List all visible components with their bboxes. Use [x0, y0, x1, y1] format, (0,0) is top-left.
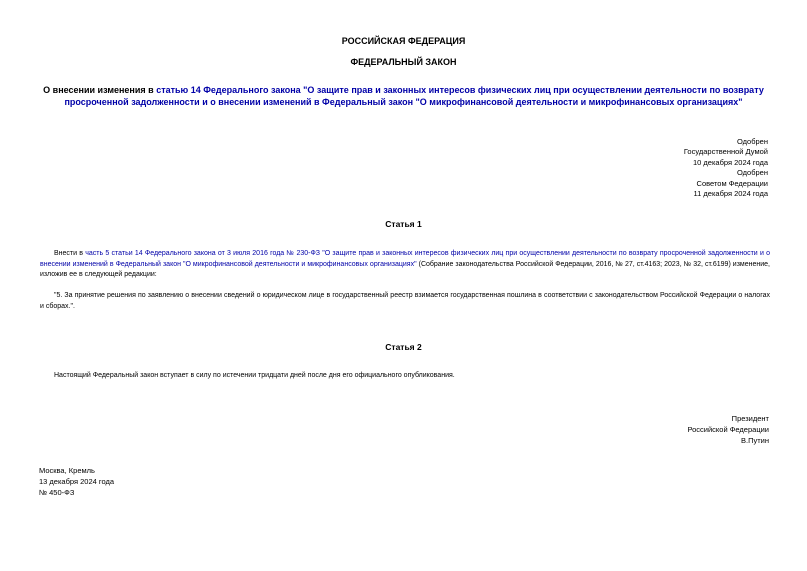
article-1-paragraph-1 [40, 249, 770, 281]
signature-line: Российской Федерации [687, 425, 769, 434]
article-1-heading: Статья 1 [385, 219, 422, 229]
approval-line: 11 декабря 2024 года [693, 189, 768, 199]
signature-line: Президент [731, 414, 769, 423]
paragraph-text: (Собрание законодательства Российской Федерации, 2016, № 27, ст.4163; 2023, № 32, ст.6199) изменение, изложив ее в следующей редакции: [40, 260, 770, 278]
law-type-heading: ФЕДЕРАЛЬНЫЙ ЗАКОН [350, 57, 457, 67]
approval-line: Советом Федерации [696, 178, 768, 188]
title-link[interactable]: статью 14 Федерального закона "О защите прав и законных интересов физических лиц при осуществлении деятельности по возврату просроченной задолженности и о внесении изменений в Федеральный закон "О микрофинансовой деятельности и микрофинансовых организациях" [64, 85, 764, 107]
approval-line: 10 декабря 2024 года [692, 157, 768, 167]
paragraph-link[interactable]: часть 5 статьи 14 Федерального закона от 3 июля 2016 года № 230-ФЗ "О защите прав и законных интересов физических лиц при осуществлении деятельности по возврату просроченной задолженности и о внесении изменений в Федеральный закон "О микрофинансовой деятельности и микрофинансовых организациях" [40, 250, 770, 268]
article-2-paragraph-1: Настоящий Федеральный закон вступает в силу по истечении тридцати дней после дня его официального опубликования. [54, 372, 455, 379]
approval-line: Одобрен [737, 137, 768, 146]
approval-line: Одобрен [737, 168, 768, 178]
date-line: 13 декабря 2024 года [39, 477, 115, 486]
approval-block [684, 137, 768, 199]
law-number: № 450-ФЗ [39, 488, 75, 497]
signature-block [687, 413, 769, 446]
law-title [40, 84, 767, 108]
signature-line: В.Путин [741, 436, 769, 445]
article-2-heading: Статья 2 [385, 342, 422, 352]
approval-line: Государственной Думой [683, 147, 768, 157]
article-1-paragraph-2: "5. За принятие решения по заявлению о внесении сведений о юридическом лице в государственный реестр взимается государственная пошлина в соответствии с законодательством Российской Федерации о налогах и сборах.". [40, 292, 770, 310]
paragraph-text: Внести в [54, 250, 86, 257]
place-date-block [39, 465, 114, 498]
place-line: Москва, Кремль [39, 466, 95, 475]
federation-heading: РОССИЙСКАЯ ФЕДЕРАЦИЯ [341, 36, 466, 46]
title-prefix: О внесении изменения в [43, 85, 157, 95]
